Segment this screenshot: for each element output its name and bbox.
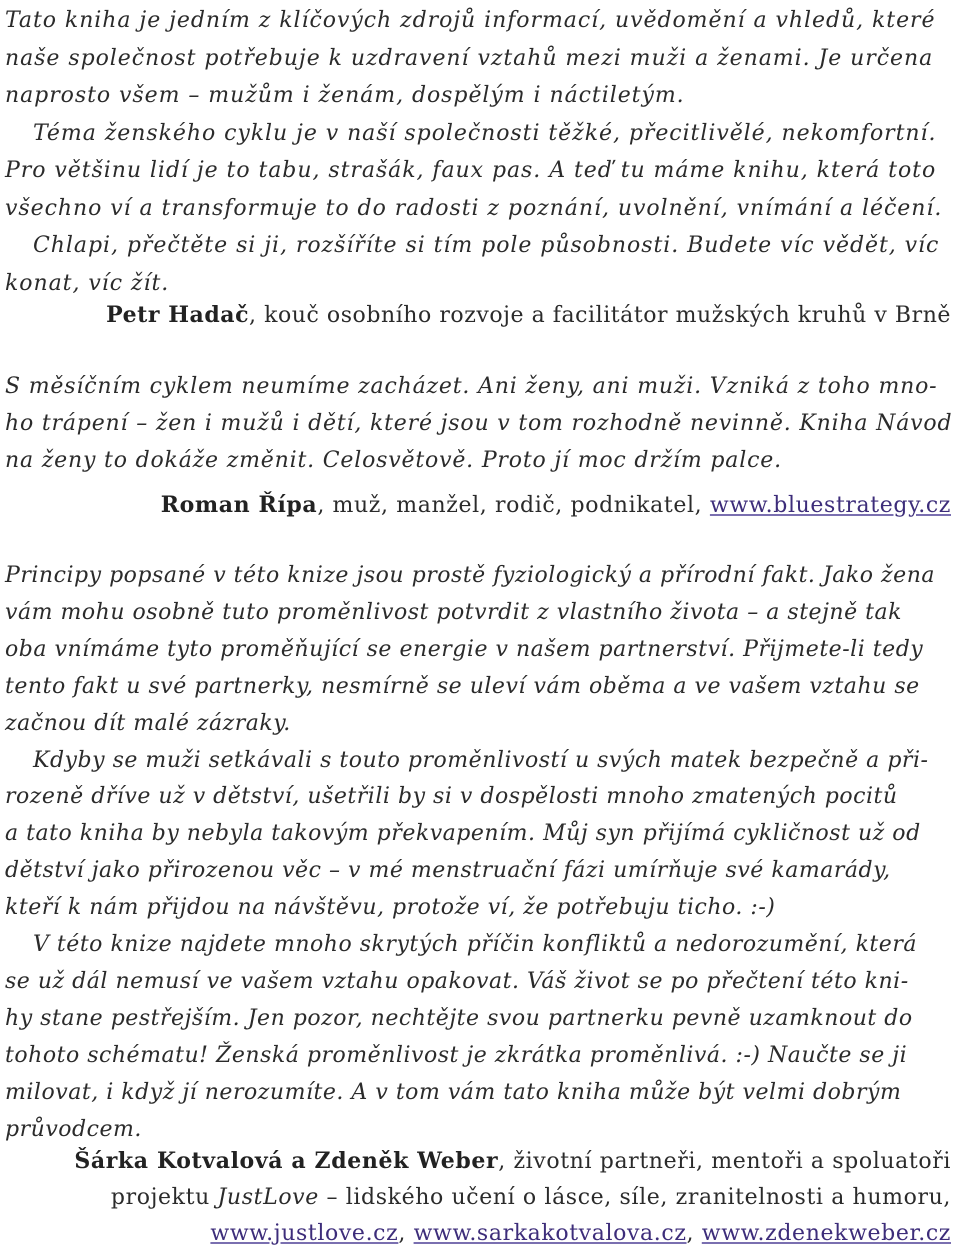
quote-line: ho trápení – žen i mužů i dětí, které jsou v tom rozhodně nevinně. Kniha Návod xyxy=(5,411,953,436)
sarkakotvalova-link[interactable]: www.sarkakotvalova.cz xyxy=(413,1221,687,1246)
quote-line: milovat, i když jí nerozumíte. A v tom vám tato kniha může být velmi dobrým xyxy=(5,1079,902,1105)
quote-line: konat, víc žít. xyxy=(5,270,170,296)
quote-line: Pro většinu lidí je to tabu, strašák, faux pas. A teď tu máme knihu, která toto xyxy=(5,158,937,183)
bluestrategy-link[interactable]: www.bluestrategy.cz xyxy=(709,493,951,518)
quote-kotvalova-weber xyxy=(5,558,951,1149)
quote-line: na ženy to dokáže změnit. Celosvětově. Proto jí moc držím palce. xyxy=(5,448,782,473)
quote-line: a tato kniha by nebyla takovým překvapením. Můj syn přijímá cykličnost už od xyxy=(5,821,921,847)
author-description: , životní partneři, mentoři a spoluatoři xyxy=(498,1149,951,1174)
attribution-kotvalova-weber xyxy=(5,1143,951,1252)
project-name: JustLove xyxy=(217,1185,319,1210)
quote-line: Kdyby se muži setkávali s touto proměnlivostí u svých matek bezpečně a při- xyxy=(33,747,929,773)
quote-line: dětství jako přirozenou věc – v mé menstruační fázi umírňuje své kamarády, xyxy=(5,858,891,884)
attribution-links xyxy=(5,1216,951,1252)
quote-line: tento fakt u své partnerky, nesmírně se uleví vám oběma a ve vašem vztahu se xyxy=(5,673,920,699)
quote-ripa xyxy=(5,368,951,479)
quote-line: tohoto schématu! Ženská proměnlivost je zkrátka proměnlivá. :-) Naučte se ji xyxy=(5,1042,908,1068)
quote-line: Principy popsané v této knize jsou prostě fyziologický a přírodní fakt. Jako žena xyxy=(5,563,936,588)
project-description: – lidského učení o lásce, síle, zranitelnosti a humoru, xyxy=(318,1185,951,1210)
quote-line: začnou dít malé zázraky. xyxy=(5,710,291,736)
quote-line: S měsíčním cyklem neumíme zacházet. Ani ženy, ani muži. Vzniká z toho mno- xyxy=(5,374,938,399)
quote-line: průvodcem. xyxy=(5,1116,142,1142)
author-names: Šárka Kotvalová a Zdeněk Weber xyxy=(74,1148,499,1174)
quote-line: oba vnímáme tyto proměňující se energie v našem partnerství. Přijmete-li tedy xyxy=(5,636,924,662)
quote-line: Tato kniha je jedním z klíčových zdrojů informací, uvědomění a vhledů, které xyxy=(5,8,936,33)
attribution-line xyxy=(5,1143,951,1180)
quote-line: hy stane pestřejším. Jen pozor, nechtějte svou partnerku pevně uzamknout do xyxy=(5,1005,913,1031)
link-separator: , xyxy=(686,1221,702,1246)
attribution-line xyxy=(5,1180,951,1216)
quote-hadac xyxy=(5,2,951,302)
author-description: , kouč osobního rozvoje a facilitátor mužských kruhů v Brně xyxy=(249,303,951,328)
author-name: Roman Řípa xyxy=(160,492,318,518)
quote-line: V této knize najdete mnoho skrytých příčin konfliktů a nedorozumění, která xyxy=(33,932,917,958)
link-separator: , xyxy=(398,1221,414,1246)
quote-line: Chlapi, přečtěte si ji, rozšíříte si tím pole působnosti. Budete víc vědět, víc xyxy=(33,233,940,258)
attribution-ripa xyxy=(5,487,951,524)
quote-line: se už dál nemusí ve vašem vztahu opakovat. Váš život se po přečtení této kni- xyxy=(5,968,909,994)
quote-line: naprosto všem – mužům i ženám, dospělým i náctiletým. xyxy=(5,83,685,108)
quote-line: vám mohu osobně tuto proměnlivost potvrdit z vlastního života – a stejně tak xyxy=(5,599,903,625)
quote-line: naše společnost potřebuje k uzdravení vztahů mezi muži a ženami. Je určena xyxy=(5,45,934,71)
quote-line: všechno ví a transformuje to do radosti z poznání, uvolnění, vnímání a léčení. xyxy=(5,195,943,221)
justlove-link[interactable]: www.justlove.cz xyxy=(210,1221,399,1246)
attribution-hadac xyxy=(5,297,951,334)
author-description: , muž, manžel, rodič, podnikatel, xyxy=(317,493,710,518)
project-prefix: projektu xyxy=(110,1185,218,1210)
quote-line: Téma ženského cyklu je v naší společnosti těžké, přecitlivělé, nekomfortní. xyxy=(33,120,937,146)
quote-line: kteří k nám přijdou na návštěvu, protože ví, že potřebuju ticho. :-) xyxy=(5,895,776,921)
zdenekweber-link[interactable]: www.zdenekweber.cz xyxy=(701,1221,951,1246)
quote-line: rozeně dříve už v dětství, ušetřili by si v dospělosti mnoho zmatených pocitů xyxy=(5,784,898,810)
author-name: Petr Hadač xyxy=(106,302,250,328)
